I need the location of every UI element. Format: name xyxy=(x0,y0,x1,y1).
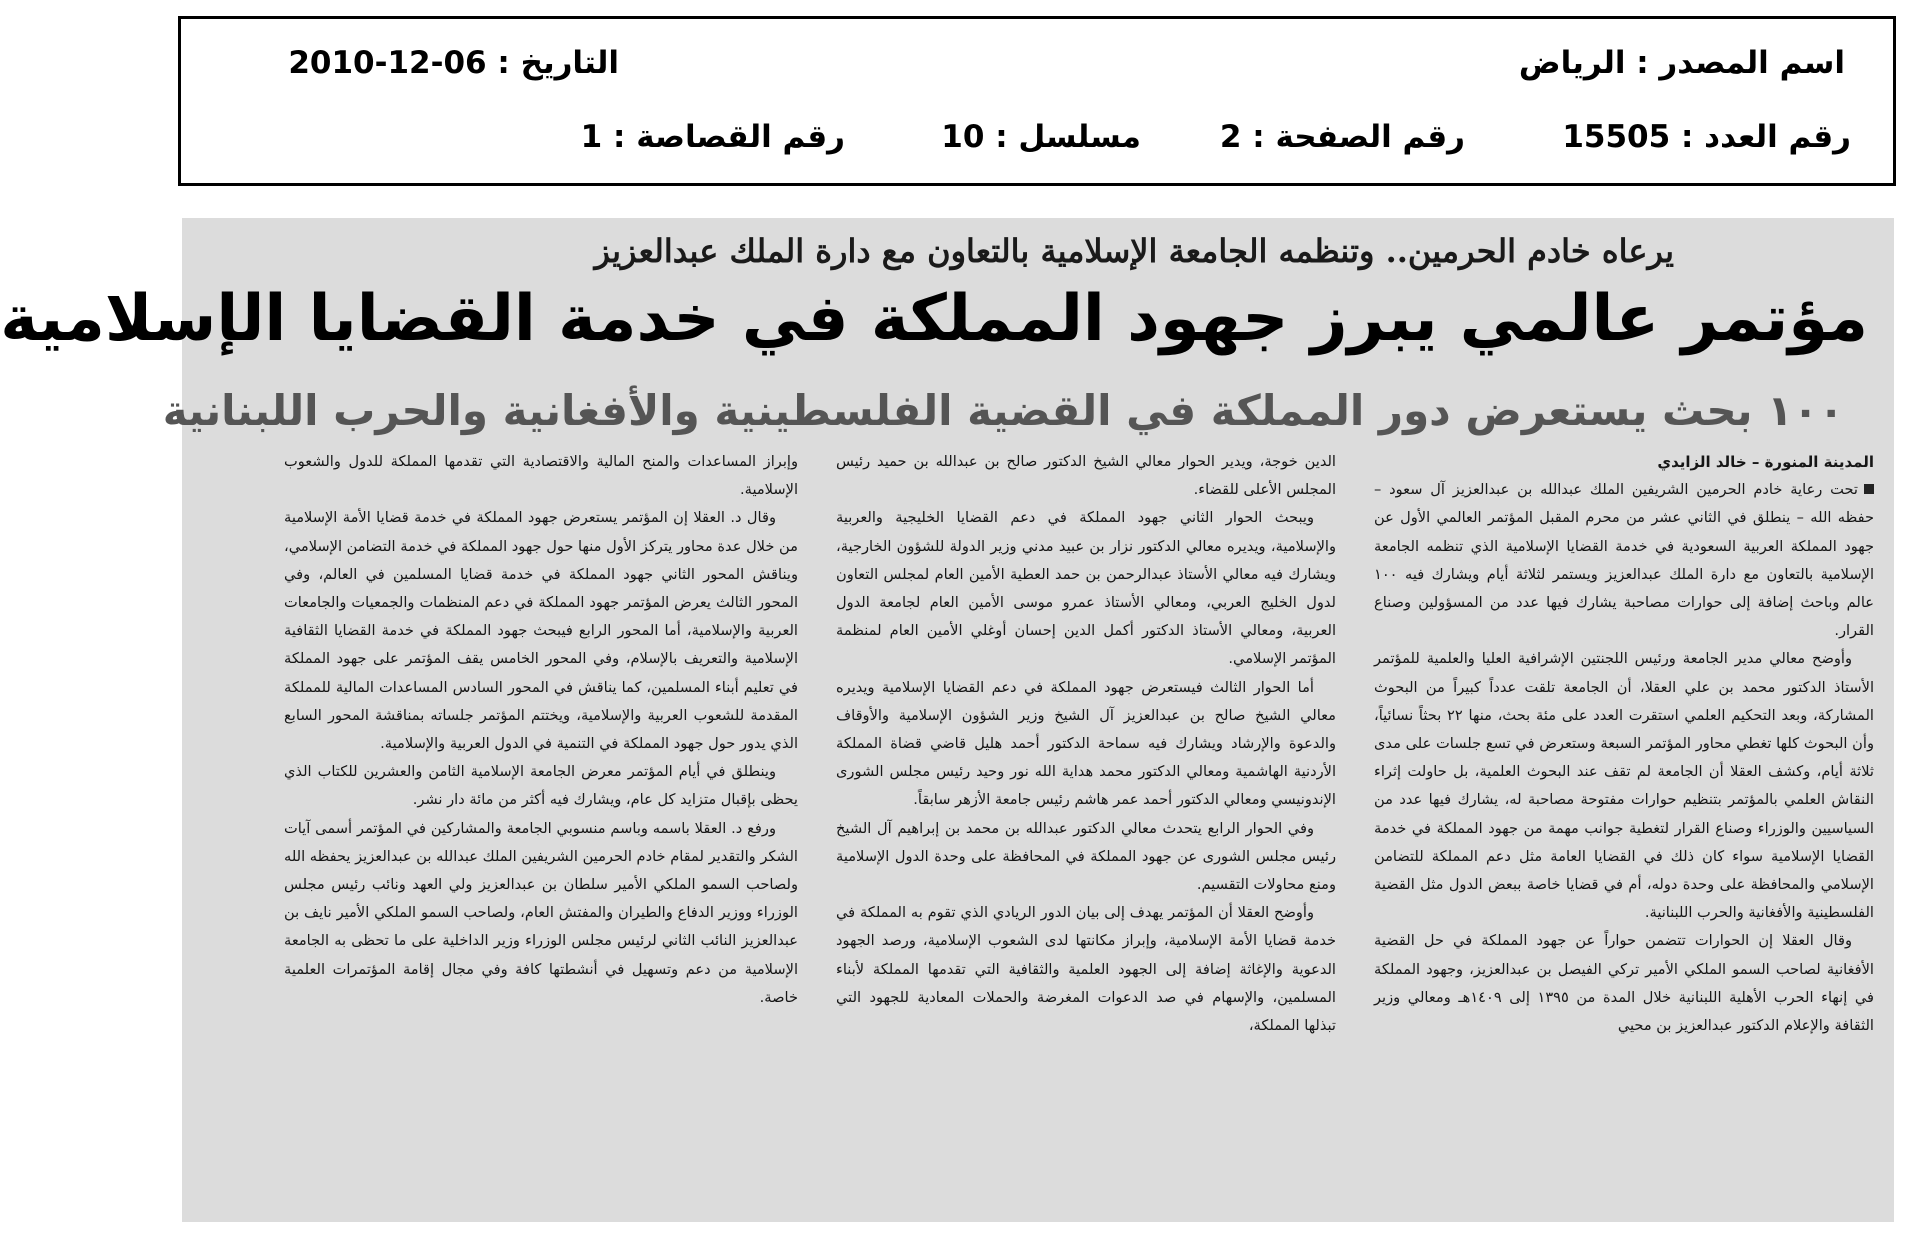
article-headline: مؤتمر عالمي يبرز جهود المملكة في خدمة القضايا الإسلامية xyxy=(0,282,1868,356)
article-paragraph: ويبحث الحوار الثاني جهود المملكة في دعم القضايا الخليجية والعربية والإسلامية، ويديره معالي الدكتور نزار بن عبيد مدني وزير الدولة للشؤون الخارجية، ويشارك فيه معالي الأستاذ عبدالرحمن بن حمد العطية الأمين العام لمجلس التعاون لدول الخليج العربي، ومعالي الأستاذ عمرو موسى الأمين العام لجامعة الدول العربية، ومعالي الأستاذ الدكتور أكمل الدين إحسان أوغلي الأمين العام لمنظمة المؤتمر الإسلامي. xyxy=(836,509,1336,668)
bullet-icon xyxy=(1864,484,1874,494)
article-paragraph: أما الحوار الثالث فيستعرض جهود المملكة في دعم القضايا الإسلامية ويديره معالي الشيخ صالح بن عبدالعزيز آل الشيخ وزير الشؤون الإسلامية والأوقاف والدعوة والإرشاد ويشارك فيه سماحة الدكتور أحمد هليل قاضي قضاة المملكة الأردنية الهاشمية ومعالي الدكتور محمد هداية الله نور وحيد رئيس مجلس الشورى الإندونيسي ومعالي الدكتور أحمد عمر هاشم رئيس جامعة الأزهر سابقاً. xyxy=(836,678,1336,809)
article-byline: المدينة المنورة – خالد الزايدي xyxy=(1657,453,1874,471)
article-paragraph: وأوضح معالي مدير الجامعة ورئيس اللجنتين الإشرافية العليا والعلمية للمؤتمر الأستاذ الدكتور محمد بن علي العقلا، أن الجامعة تلقت عدداً كبيراً من البحوث المشاركة، وبعد التحكيم العلمي استقرت العدد على مئة بحث، منها ٢٢ بحثاً نسائياً، وأن البحوث كلها تغطي محاور المؤتمر السبعة وستعرض في تسع جلسات على مدى ثلاثة أيام، وكشف العقلا أن الجامعة لم تقف عند البحوث العلمية، بل حاولت إثراء النقاش العلمي بالمؤتمر بتنظيم حوارات مفتوحة مصاحبة له، يشارك فيها عدد من السياسيين والوزراء وصناع القرار لتغطية جوانب مهمة من جهود المملكة في خدمة القضايا الإسلامية سواء كان ذلك في القضايا العامة مثل دعم المملكة للتضامن الإسلامي والمحافظة على وحدة دوله، أم في قضايا خاصة ببعض الدول مثل القضية الفلسطينية والأفغانية والحرب اللبنانية. xyxy=(1374,650,1874,922)
article-subhead: ١٠٠ بحث يستعرض دور المملكة في القضية الفلسطينية والأفغانية والحرب اللبنانية xyxy=(162,386,1844,435)
article-paragraph: وقال د. العقلا إن المؤتمر يستعرض جهود المملكة في خدمة قضايا الأمة الإسلامية من خلال عدة محاور يتركز الأول منها حول جهود المملكة في خدمة التضامن الإسلامي، ويناقش المحور الثاني جهود المملكة في خدمة قضايا المسلمين في العالم، وفي المحور الثالث يعرض المؤتمر جهود المملكة في دعم المنظمات والجمعيات والجامعات العربية والإسلامية، أما المحور الرابع فيبحث جهود المملكة في خدمة القضايا الثقافية الإسلامية والتعريف بالإسلام، وفي المحور الخامس يقف المؤتمر على جهود المملكة في تعليم أبناء المسلمين، كما يناقش في المحور السادس المساعدات المالية للمملكة المقدمة للشعوب العربية والإسلامية، ويختتم المؤتمر جلساته بمناقشة المحور السابع الذي يدور حول جهود المملكة في التنمية في الدول العربية والإسلامية. xyxy=(284,509,798,753)
clipping-info-header xyxy=(178,16,1896,186)
article-paragraph: وينطلق في أيام المؤتمر معرض الجامعة الإسلامية الثامن والعشرين للكتاب الذي يحظى بإقبال متزايد كل عام، ويشارك فيه أكثر من مائة دار نشر. xyxy=(284,763,798,809)
article-kicker: يرعاه خادم الحرمين.. وتنظمه الجامعة الإسلامية بالتعاون مع دارة الملك عبدالعزيز xyxy=(594,232,1674,270)
clip-date: التاريخ : 06-12-2010 xyxy=(288,45,619,81)
article-paragraph: تحت رعاية خادم الحرمين الشريفين الملك عبدالله بن عبدالعزيز آل سعود – حفظه الله – ينطلق في الثاني عشر من محرم المقبل المؤتمر العالمي الأول عن جهود المملكة العربية السعودية في خدمة القضايا الإسلامية الذي تنظمه الجامعة الإسلامية بالتعاون مع دارة الملك عبدالعزيز ويستمر لثلاثة أيام ويشارك فيه ١٠٠ عالم وباحث إضافة إلى حوارات مصاحبة يشارك فيها عدد من المسؤولين وصناع القرار. xyxy=(1374,481,1874,640)
article-paragraph: ورفع د. العقلا باسمه وباسم منسوبي الجامعة والمشاركين في المؤتمر أسمى آيات الشكر والتقدير لمقام خادم الحرمين الشريفين الملك عبدالله بن عبدالعزيز يحفظه الله ولصاحب السمو الملكي الأمير سلطان بن عبدالعزيز ولي العهد ونائب رئيس مجلس الوزراء ووزير الدفاع والطيران والمفتش العام، ولصاحب السمو الملكي الأمير نايف بن عبدالعزيز النائب الثاني لرئيس مجلس الوزراء وزير الداخلية على ما تحظى به الجامعة الإسلامية من دعم وتسهيل في أنشطتها كافة وفي مجال إقامة المؤتمرات العلمية خاصة. xyxy=(284,819,798,1006)
article-column-1 xyxy=(1374,448,1874,1214)
serial-number: مسلسل : 10 xyxy=(941,119,1141,155)
newspaper-clipping xyxy=(0,218,1894,1222)
article-column-3 xyxy=(284,448,798,1214)
clip-number: رقم القصاصة : 1 xyxy=(580,119,845,155)
source-name: اسم المصدر : الرياض xyxy=(1518,45,1845,81)
article-body xyxy=(204,448,1874,1214)
page-number: رقم الصفحة : 2 xyxy=(1219,119,1465,155)
article-paragraph: وقال العقلا إن الحوارات تتضمن حواراً عن جهود المملكة في حل القضية الأفغانية لصاحب السمو الملكي الأمير تركي الفيصل بن عبدالعزيز، وجهود المملكة في إنهاء الحرب الأهلية اللبنانية خلال المدة من ١٣٩٥ إلى ١٤٠٩هـ ومعالي وزير الثقافة والإعلام الدكتور عبدالعزيز بن محيي xyxy=(1374,932,1874,1035)
article-column-2 xyxy=(836,448,1336,1214)
article-paragraph: الدين خوجة، ويدير الحوار معالي الشيخ الدكتور صالح بن عبدالله بن حميد رئيس المجلس الأعلى للقضاء. xyxy=(836,453,1336,499)
article-paragraph: وأوضح العقلا أن المؤتمر يهدف إلى بيان الدور الريادي الذي تقوم به المملكة في خدمة قضايا الأمة الإسلامية، وإبراز مكانتها لدى الشعوب الإسلامية، ورصد الجهود الدعوية والإغاثة إضافة إلى الجهود العلمية والثقافية التي تقدمها المملكة لأبناء المسلمين، والإسهام في صد الدعوات المغرضة والحملات المعادية للجهود التي تبذلها المملكة، xyxy=(836,904,1336,1035)
article-paragraph: وإبراز المساعدات والمنح المالية والاقتصادية التي تقدمها المملكة للدول والشعوب الإسلامية. xyxy=(284,453,798,499)
issue-number: رقم العدد : 15505 xyxy=(1562,119,1851,155)
article-paragraph: وفي الحوار الرابع يتحدث معالي الدكتور عبدالله بن محمد بن إبراهيم آل الشيخ رئيس مجلس الشورى عن جهود المملكة في المحافظة على وحدة الدول الإسلامية ومنع محاولات التقسيم. xyxy=(836,819,1336,894)
